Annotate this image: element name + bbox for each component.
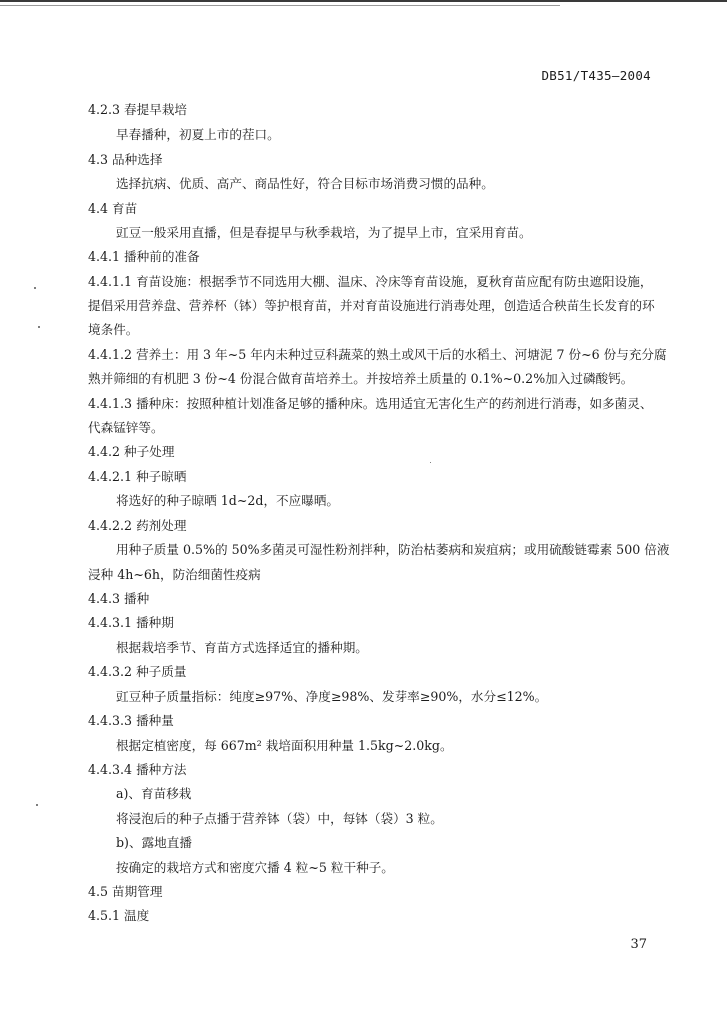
scan-speck [38,326,40,328]
heading-4-4-3-4: 4.4.3.4 播种方法 [88,762,187,777]
heading-4-5-1: 4.5.1 温度 [88,908,150,923]
paragraph: 将选好的种子晾晒 1d~2d，不应曝晒。 [116,493,340,508]
paragraph: 4.4.1.1 育苗设施：根据季节不同选用大棚、温床、冷床等育苗设施，夏秋育苗应配有防虫遮阳设施， [88,274,653,289]
heading-4-4-1: 4.4.1 播种前的准备 [88,249,200,264]
heading-4-4-3: 4.4.3 播种 [88,591,150,606]
paragraph: 提倡采用营养盘、营养杯（钵）等护根育苗，并对育苗设施进行消毒处理，创造适合秧苗生长发育的环 [88,298,655,313]
paragraph: 用种子质量 0.5%的 50%多菌灵可湿性粉剂拌种，防治枯萎病和炭疽病；或用硫酸链霉素 500 倍液 [116,542,670,557]
scan-edge-line [0,0,727,2]
paragraph: 早春播种，初夏上市的茬口。 [116,127,280,142]
paragraph: 4.4.1.3 播种床：按照种植计划准备足够的播种床。选用适宜无害化生产的药剂进行消毒，如多菌灵、 [88,396,653,411]
heading-4-4: 4.4 育苗 [88,201,138,216]
standard-code: DB51/T435—2004 [541,68,651,83]
heading-4-3: 4.3 品种选择 [88,152,163,167]
heading-4-4-3-1: 4.4.3.1 播种期 [88,615,174,630]
paragraph: 根据定植密度，每 667m² 栽培面积用种量 1.5kg~2.0kg。 [116,738,453,753]
heading-4-4-3-3: 4.4.3.3 播种量 [88,713,174,728]
heading-4-5: 4.5 苗期管理 [88,884,163,899]
paragraph: 按确定的栽培方式和密度穴播 4 粒~5 粒干种子。 [116,860,394,875]
scan-speck [34,287,36,289]
paragraph: 代森锰锌等。 [88,420,164,435]
paragraph: 根据栽培季节、育苗方式选择适宜的播种期。 [116,640,368,655]
scan-edge-line [0,5,560,6]
paragraph: 浸种 4h~6h，防治细菌性疫病 [88,567,261,582]
page-number: 37 [630,937,647,952]
paragraph: 豇豆一般采用直播，但是春提早与秋季栽培，为了提早上市，宜采用育苗。 [116,225,532,240]
paragraph: 将浸泡后的种子点播于营养钵（袋）中，每钵（袋）3 粒。 [116,811,443,826]
paragraph: 选择抗病、优质、高产、商品性好，符合目标市场消费习惯的品种。 [116,176,494,191]
paragraph: 境条件。 [88,322,139,337]
scan-speck [430,462,431,463]
paragraph: 4.4.1.2 营养土：用 3 年~5 年内未种过豆科蔬菜的熟土或风干后的水稻土、河塘泥 7 份~6 份与充分腐 [88,347,667,362]
heading-4-4-2: 4.4.2 种子处理 [88,444,175,459]
heading-4-4-3-2: 4.4.3.2 种子质量 [88,664,187,679]
paragraph: 豇豆种子质量指标：纯度≥97%、净度≥98%、发芽率≥90%，水分≤12%。 [116,689,548,704]
list-item-label: b)、露地直播 [116,835,192,850]
list-item-label: a)、育苗移栽 [116,786,192,801]
paragraph: 熟并筛细的有机肥 3 份~4 份混合做育苗培养土。并按培养土质量的 0.1%~0.2%加入过磷酸钙。 [88,371,634,386]
heading-4-2-3: 4.2.3 春提早栽培 [88,102,188,117]
scan-speck [36,804,38,806]
heading-4-4-2-1: 4.4.2.1 种子晾晒 [88,469,187,484]
heading-4-4-2-2: 4.4.2.2 药剂处理 [88,518,187,533]
